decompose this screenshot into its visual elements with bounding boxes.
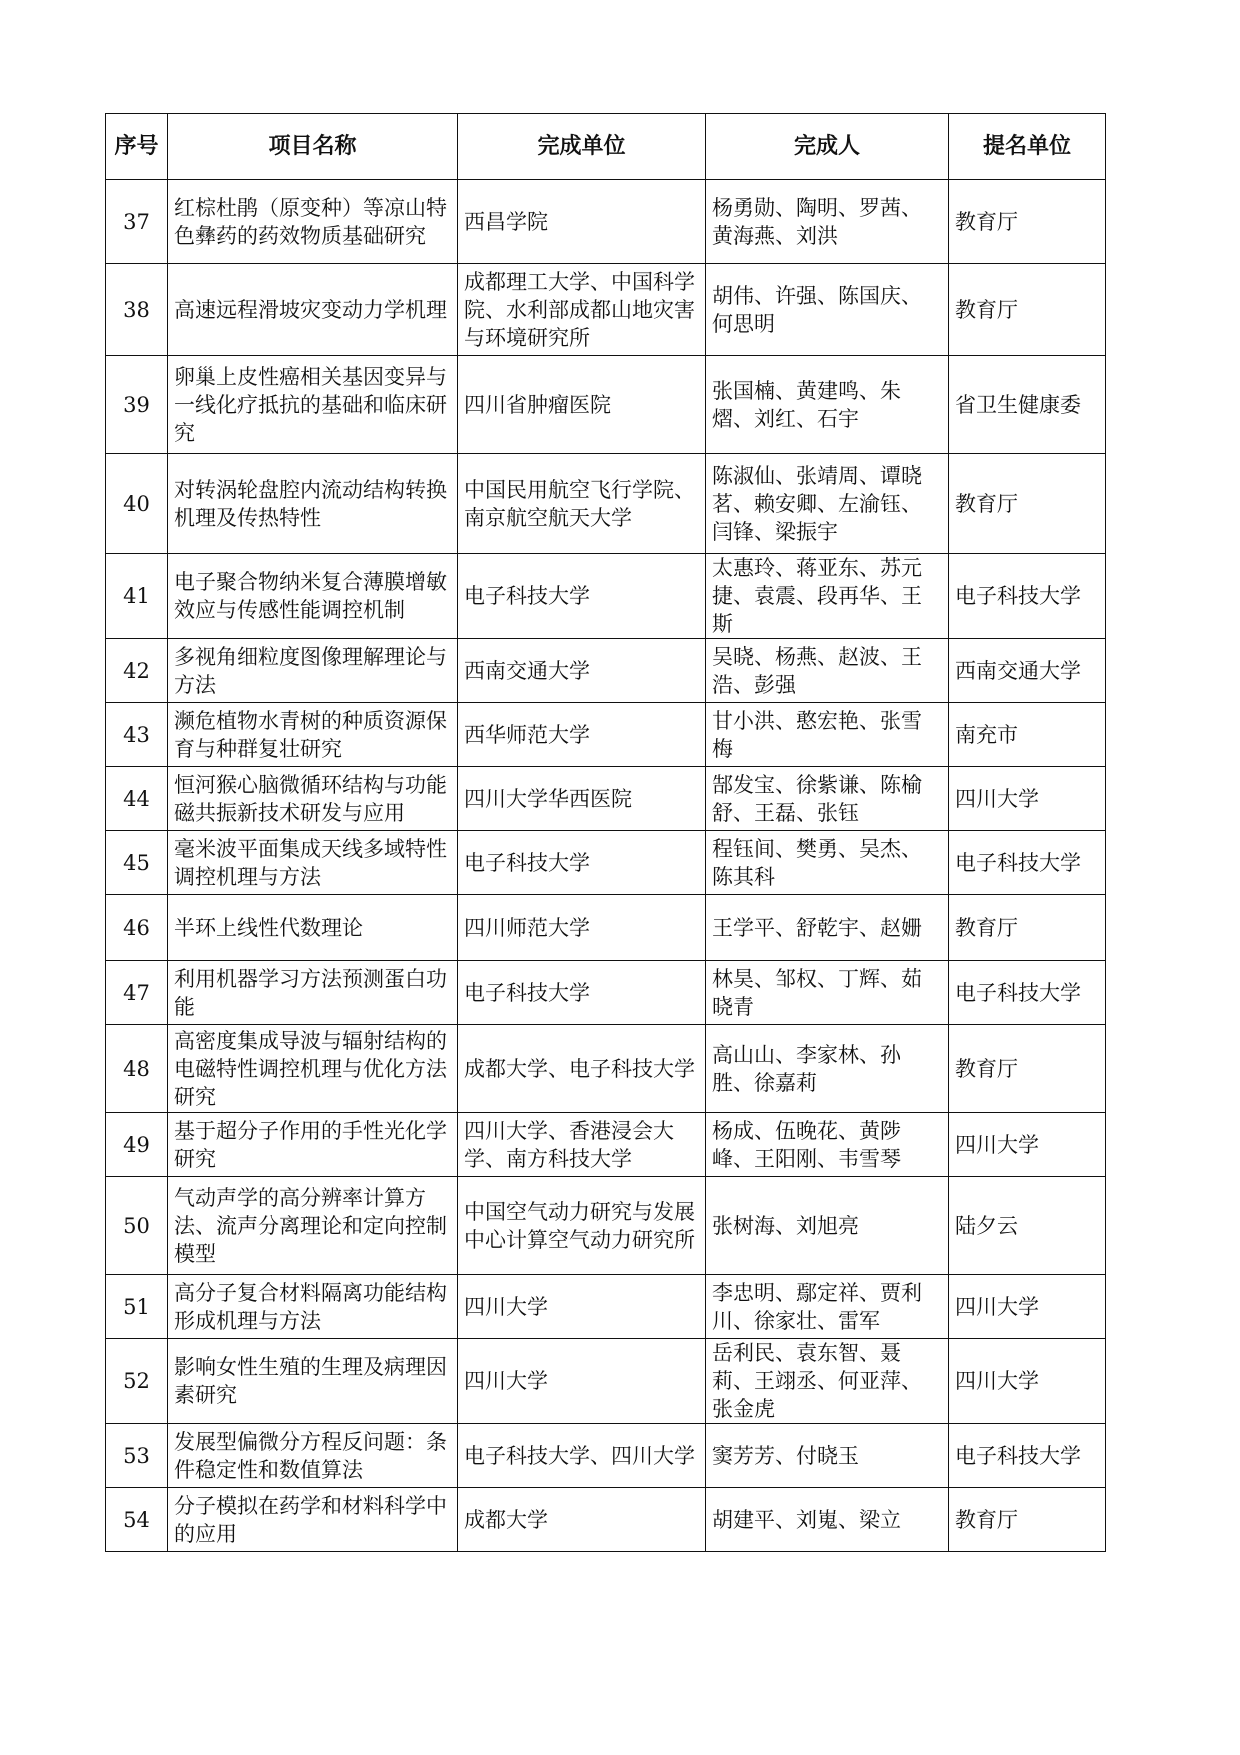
- seq-cell: 46: [106, 895, 168, 961]
- completers-cell: 林昊、邹权、丁辉、茹晓青: [706, 961, 949, 1025]
- nominating-unit-cell: 电子科技大学: [949, 554, 1106, 639]
- project-name-cell: 濒危植物水青树的种质资源保育与种群复壮研究: [168, 703, 458, 767]
- seq-cell: 52: [106, 1339, 168, 1424]
- table-row: [106, 895, 1106, 961]
- table-row: [106, 1488, 1106, 1552]
- seq-cell: 41: [106, 554, 168, 639]
- seq-cell: 37: [106, 180, 168, 264]
- seq-cell: 39: [106, 356, 168, 454]
- project-name-cell: 发展型偏微分方程反问题：条件稳定性和数值算法: [168, 1424, 458, 1488]
- project-name-cell: 高速远程滑坡灾变动力学机理: [168, 264, 458, 356]
- project-name-cell: 高密度集成导波与辐射结构的电磁特性调控机理与优化方法研究: [168, 1025, 458, 1113]
- completing-unit-cell: 四川师范大学: [458, 895, 706, 961]
- nominating-unit-cell: 教育厅: [949, 895, 1106, 961]
- seq-cell: 44: [106, 767, 168, 831]
- completing-unit-cell: 中国民用航空飞行学院、南京航空航天大学: [458, 454, 706, 554]
- table-row: [106, 1339, 1106, 1424]
- completers-cell: 郜发宝、徐紫谦、陈榆舒、王磊、张钰: [706, 767, 949, 831]
- seq-cell: 42: [106, 639, 168, 703]
- nominating-unit-cell: 四川大学: [949, 1113, 1106, 1177]
- project-name-cell: 卵巢上皮性癌相关基因变异与一线化疗抵抗的基础和临床研究: [168, 356, 458, 454]
- project-name-cell: 影响女性生殖的生理及病理因素研究: [168, 1339, 458, 1424]
- completing-unit-cell: 中国空气动力研究与发展中心计算空气动力研究所: [458, 1177, 706, 1275]
- completing-unit-cell: 电子科技大学: [458, 554, 706, 639]
- table-row: [106, 1177, 1106, 1275]
- project-name-cell: 半环上线性代数理论: [168, 895, 458, 961]
- table-row: [106, 454, 1106, 554]
- table-row: [106, 1025, 1106, 1113]
- completers-cell: 杨勇勋、陶明、罗茜、黄海燕、刘洪: [706, 180, 949, 264]
- table-row: [106, 961, 1106, 1025]
- seq-cell: 54: [106, 1488, 168, 1552]
- nominating-unit-cell: 电子科技大学: [949, 961, 1106, 1025]
- project-name-cell: 分子模拟在药学和材料科学中的应用: [168, 1488, 458, 1552]
- table-row: [106, 831, 1106, 895]
- completers-cell: 胡伟、许强、陈国庆、何思明: [706, 264, 949, 356]
- completers-cell: 张树海、刘旭亮: [706, 1177, 949, 1275]
- nominating-unit-cell: 陆夕云: [949, 1177, 1106, 1275]
- project-name-cell: 毫米波平面集成天线多域特性调控机理与方法: [168, 831, 458, 895]
- project-name-cell: 电子聚合物纳米复合薄膜增敏效应与传感性能调控机制: [168, 554, 458, 639]
- nominating-unit-cell: 电子科技大学: [949, 1424, 1106, 1488]
- nominating-unit-cell: 省卫生健康委: [949, 356, 1106, 454]
- project-name-cell: 高分子复合材料隔离功能结构形成机理与方法: [168, 1275, 458, 1339]
- completing-unit-cell: 成都大学、电子科技大学: [458, 1025, 706, 1113]
- header-project-name: 项目名称: [168, 114, 458, 180]
- completing-unit-cell: 四川大学华西医院: [458, 767, 706, 831]
- completers-cell: 程钰间、樊勇、吴杰、陈其科: [706, 831, 949, 895]
- project-name-cell: 利用机器学习方法预测蛋白功能: [168, 961, 458, 1025]
- nominating-unit-cell: 教育厅: [949, 454, 1106, 554]
- header-nominating-unit: 提名单位: [949, 114, 1106, 180]
- header-seq: 序号: [106, 114, 168, 180]
- awards-table: [105, 113, 1106, 1552]
- completers-cell: 王学平、舒乾宇、赵姗: [706, 895, 949, 961]
- seq-cell: 40: [106, 454, 168, 554]
- table-row: [106, 1275, 1106, 1339]
- seq-cell: 50: [106, 1177, 168, 1275]
- header-row: [106, 114, 1106, 180]
- table-row: [106, 1113, 1106, 1177]
- seq-cell: 53: [106, 1424, 168, 1488]
- completing-unit-cell: 四川大学、香港浸会大学、南方科技大学: [458, 1113, 706, 1177]
- completing-unit-cell: 电子科技大学、四川大学: [458, 1424, 706, 1488]
- table-row: [106, 703, 1106, 767]
- project-name-cell: 对转涡轮盘腔内流动结构转换机理及传热特性: [168, 454, 458, 554]
- table-row: [106, 1424, 1106, 1488]
- completers-cell: 吴晓、杨燕、赵波、王浩、彭强: [706, 639, 949, 703]
- nominating-unit-cell: 南充市: [949, 703, 1106, 767]
- header-completers: 完成人: [706, 114, 949, 180]
- completers-cell: 岳利民、袁东智、聂莉、王翊丞、何亚萍、张金虎: [706, 1339, 949, 1424]
- completers-cell: 陈淑仙、张靖周、谭晓茗、赖安卿、左渝钰、闫锋、梁振宇: [706, 454, 949, 554]
- project-name-cell: 多视角细粒度图像理解理论与方法: [168, 639, 458, 703]
- nominating-unit-cell: 电子科技大学: [949, 831, 1106, 895]
- completing-unit-cell: 四川大学: [458, 1275, 706, 1339]
- table-header: [106, 114, 1106, 180]
- header-completing-unit: 完成单位: [458, 114, 706, 180]
- nominating-unit-cell: 教育厅: [949, 180, 1106, 264]
- seq-cell: 45: [106, 831, 168, 895]
- project-name-cell: 恒河猴心脑微循环结构与功能磁共振新技术研发与应用: [168, 767, 458, 831]
- nominating-unit-cell: 四川大学: [949, 1275, 1106, 1339]
- completing-unit-cell: 西南交通大学: [458, 639, 706, 703]
- completers-cell: 李忠明、鄢定祥、贾利川、徐家壮、雷军: [706, 1275, 949, 1339]
- table-row: [106, 180, 1106, 264]
- completers-cell: 胡建平、刘嵬、梁立: [706, 1488, 949, 1552]
- table-row: [106, 639, 1106, 703]
- nominating-unit-cell: 西南交通大学: [949, 639, 1106, 703]
- completing-unit-cell: 西华师范大学: [458, 703, 706, 767]
- seq-cell: 38: [106, 264, 168, 356]
- table-row: [106, 554, 1106, 639]
- nominating-unit-cell: 教育厅: [949, 1488, 1106, 1552]
- nominating-unit-cell: 四川大学: [949, 1339, 1106, 1424]
- completing-unit-cell: 成都理工大学、中国科学院、水利部成都山地灾害与环境研究所: [458, 264, 706, 356]
- seq-cell: 43: [106, 703, 168, 767]
- project-name-cell: 气动声学的高分辨率计算方法、流声分离理论和定向控制模型: [168, 1177, 458, 1275]
- completing-unit-cell: 电子科技大学: [458, 831, 706, 895]
- completing-unit-cell: 四川大学: [458, 1339, 706, 1424]
- completing-unit-cell: 四川省肿瘤医院: [458, 356, 706, 454]
- completers-cell: 高山山、李家林、孙胜、徐嘉莉: [706, 1025, 949, 1113]
- completers-cell: 杨成、伍晚花、黄陟峰、王阳刚、韦雪琴: [706, 1113, 949, 1177]
- project-name-cell: 基于超分子作用的手性光化学研究: [168, 1113, 458, 1177]
- seq-cell: 49: [106, 1113, 168, 1177]
- completers-cell: 太惠玲、蒋亚东、苏元捷、袁震、段再华、王斯: [706, 554, 949, 639]
- nominating-unit-cell: 教育厅: [949, 264, 1106, 356]
- seq-cell: 51: [106, 1275, 168, 1339]
- table-row: [106, 767, 1106, 831]
- table-body: [106, 180, 1106, 1552]
- completers-cell: 甘小洪、憨宏艳、张雪梅: [706, 703, 949, 767]
- seq-cell: 48: [106, 1025, 168, 1113]
- table-row: [106, 356, 1106, 454]
- seq-cell: 47: [106, 961, 168, 1025]
- completing-unit-cell: 成都大学: [458, 1488, 706, 1552]
- table-row: [106, 264, 1106, 356]
- nominating-unit-cell: 教育厅: [949, 1025, 1106, 1113]
- completers-cell: 张国楠、黄建鸣、朱熠、刘红、石宇: [706, 356, 949, 454]
- completing-unit-cell: 电子科技大学: [458, 961, 706, 1025]
- project-name-cell: 红棕杜鹃（原变种）等凉山特色彝药的药效物质基础研究: [168, 180, 458, 264]
- completing-unit-cell: 西昌学院: [458, 180, 706, 264]
- nominating-unit-cell: 四川大学: [949, 767, 1106, 831]
- completers-cell: 窦芳芳、付晓玉: [706, 1424, 949, 1488]
